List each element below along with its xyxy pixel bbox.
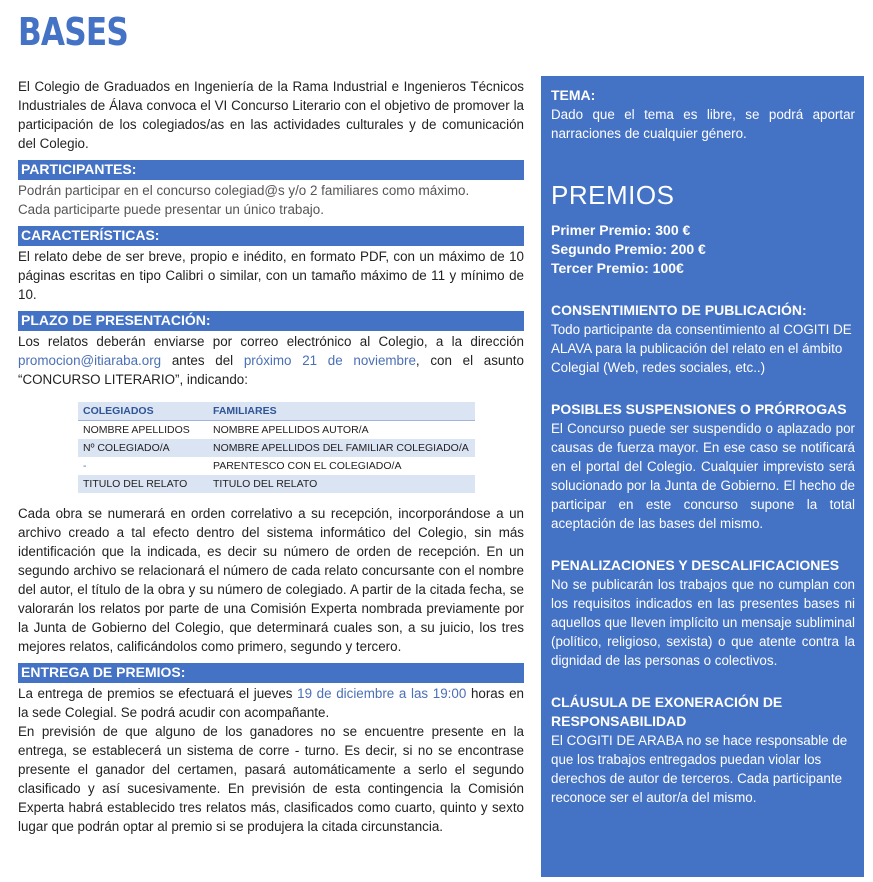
entrega-date: 19 de diciembre a las 19:00 [297, 686, 467, 701]
page-title: BASES [18, 10, 128, 54]
tema-text: Dado que el tema es libre, se podrá aportar narraciones de cualquier género. [551, 107, 855, 141]
consentimiento-text: Todo participante da consentimiento al COGITI DE ALAVA para la publicación del relato en el ámbito Colegial (Web, redes sociales, etc..) [551, 322, 852, 375]
consentimiento-heading: CONSENTIMIENTO DE PUBLICACIÓN: [551, 302, 807, 318]
right-panel [541, 76, 864, 877]
participantes-line-2: Cada participarte puede presentar un único trabajo. [18, 202, 324, 217]
plazo-text-before: Los relatos deberán enviarse por correo electrónico al Colegio, a la dirección [18, 334, 524, 349]
table-cell: - [83, 460, 87, 472]
left-column [18, 77, 524, 836]
exoneracion-text: El COGITI DE ARABA no se hace responsable de que los trabajos entregados puedan violar los derechos de autor de terceros. Cada participante reconoce ser el autor/a del mismo. [551, 733, 848, 805]
plazo-text-mid: antes del [171, 353, 234, 368]
plazo-heading: PLAZO DE PRESENTACIÓN: [18, 311, 524, 331]
table-cell: TITULO DEL RELATO [83, 478, 188, 490]
participantes-heading: PARTICIPANTES: [18, 160, 524, 180]
entrega-text-2: En previsión de que alguno de los ganadores no se encuentre presente en la entrega, se establecerá un sistema de corre - turno. Es decir, si no se encontrase presente el ganador del certamen, pasará automáticamente a serlo el segundo clasificado y así sucesivamente. En previsión de esta contingencia la Comisión Experta habrá establecido tres relatos más, clasificados como cuarto, quinto y sexto lugar que podrán optar al premio si se produjera la citada circunstancia. [18, 724, 524, 834]
table-cell: TITULO DEL RELATO [213, 478, 318, 490]
table-header-familiares: FAMILIARES [208, 402, 475, 421]
participantes-line-1: Podrán participar en el concurso colegiad@s y/o 2 familiares como máximo. [18, 183, 470, 198]
table-row [78, 457, 475, 475]
table-row [78, 439, 475, 457]
table-row [78, 421, 475, 440]
table-cell: NOMBRE APELLIDOS DEL FAMILIAR COLEGIADO/A [213, 442, 469, 454]
entrega-heading: ENTREGA DE PREMIOS: [18, 663, 524, 683]
entrega-text-after: horas en la sede Colegial. Se podrá acudir con acompañante. [18, 686, 524, 720]
table-header-colegiados: COLEGIADOS [78, 402, 208, 421]
caracteristicas-heading: CARACTERÍSTICAS: [18, 226, 524, 246]
prize-second: Segundo Premio: 200 € [551, 241, 706, 257]
plazo-text-2: Cada obra se numerará en orden correlativo a su recepción, incorporándose a un archivo creado a tal efecto dentro del sistema informático del Colegio, sin más identificación que la indicada, es decir su número de orden de recepción. En un segundo archivo se relacionará el número de cada relato concursante con el nombre del autor, el título de la obra y su número de colegiado. A partir de la citada fecha, se valorarán los relatos por parte de una Comisión Experta nombrada previamente por la Junta de Gobierno del Colegio, que determinará cuales son, a su juicio, los tres mejores relatos, calificándolos como primero, segundo y tercero. [18, 506, 524, 654]
caracteristicas-text: El relato debe de ser breve, propio e inédito, en formato PDF, con un máximo de 10 páginas escritas en tipo Calibri o similar, con un tamaño máximo de 11 y mínimo de 10. [18, 249, 524, 302]
consentimiento-section [551, 301, 855, 377]
penalizaciones-section [551, 556, 855, 670]
plazo-text-after: , con el asunto “CONCURSO LITERARIO”, indicando: [18, 353, 524, 387]
suspensiones-heading: POSIBLES SUSPENSIONES O PRÓRROGAS [551, 401, 847, 417]
tema-heading: TEMA: [551, 87, 596, 103]
suspensiones-text: El Concurso puede ser suspendido o aplazado por causas de fuerza mayor. En ese caso se notificará en el portal del Colegio. Cualquier imprevisto será solucionado por la Junta de Gobierno. El hecho de participar en este concurso supone la total aceptación de las bases del mismo. [551, 421, 855, 531]
entrega-text-before: La entrega de premios se efectuará el jueves [18, 686, 293, 701]
penalizaciones-heading: PENALIZACIONES Y DESCALIFICACIONES [551, 557, 840, 573]
table-cell: PARENTESCO CON EL COLEGIADO/A [213, 460, 402, 472]
prize-first: Primer Premio: 300 € [551, 222, 691, 238]
table-cell: NOMBRE APELLIDOS [83, 424, 190, 436]
premios-heading: PREMIOS [551, 180, 675, 210]
exoneracion-heading: CLÁUSULA DE EXONERACIÓN DE RESPONSABILIDAD [551, 694, 783, 729]
plazo-date: próximo 21 de noviembre [243, 353, 416, 368]
registration-table [78, 402, 475, 493]
table-row [78, 475, 475, 493]
plazo-paragraph [18, 332, 524, 389]
penalizaciones-text: No se publicarán los trabajos que no cumplan con los requisitos indicados en las presentes bases ni aquellos que lleven implícito un mensaje subliminal (político, religioso, sexista) o que atente contra la dignidad de las personas o colectivos. [551, 577, 855, 668]
prize-third: Tercer Premio: 100€ [551, 260, 684, 276]
table-cell: NOMBRE APELLIDOS AUTOR/A [213, 424, 369, 436]
entrega-paragraph [18, 684, 524, 722]
intro-paragraph: El Colegio de Graduados en Ingeniería de la Rama Industrial e Ingenieros Técnicos Industriales de Álava convoca el VI Concurso Literario con el objetivo de promover la participación de los colegiados/as en las actividades culturales y de comunicación del Colegio. [18, 79, 524, 151]
email-link[interactable]: promocion@itiaraba.org [18, 353, 162, 368]
table-cell: Nº COLEGIADO/A [83, 442, 170, 454]
table-header-row [78, 402, 475, 421]
suspensiones-section [551, 400, 855, 533]
exoneracion-section [551, 693, 855, 807]
